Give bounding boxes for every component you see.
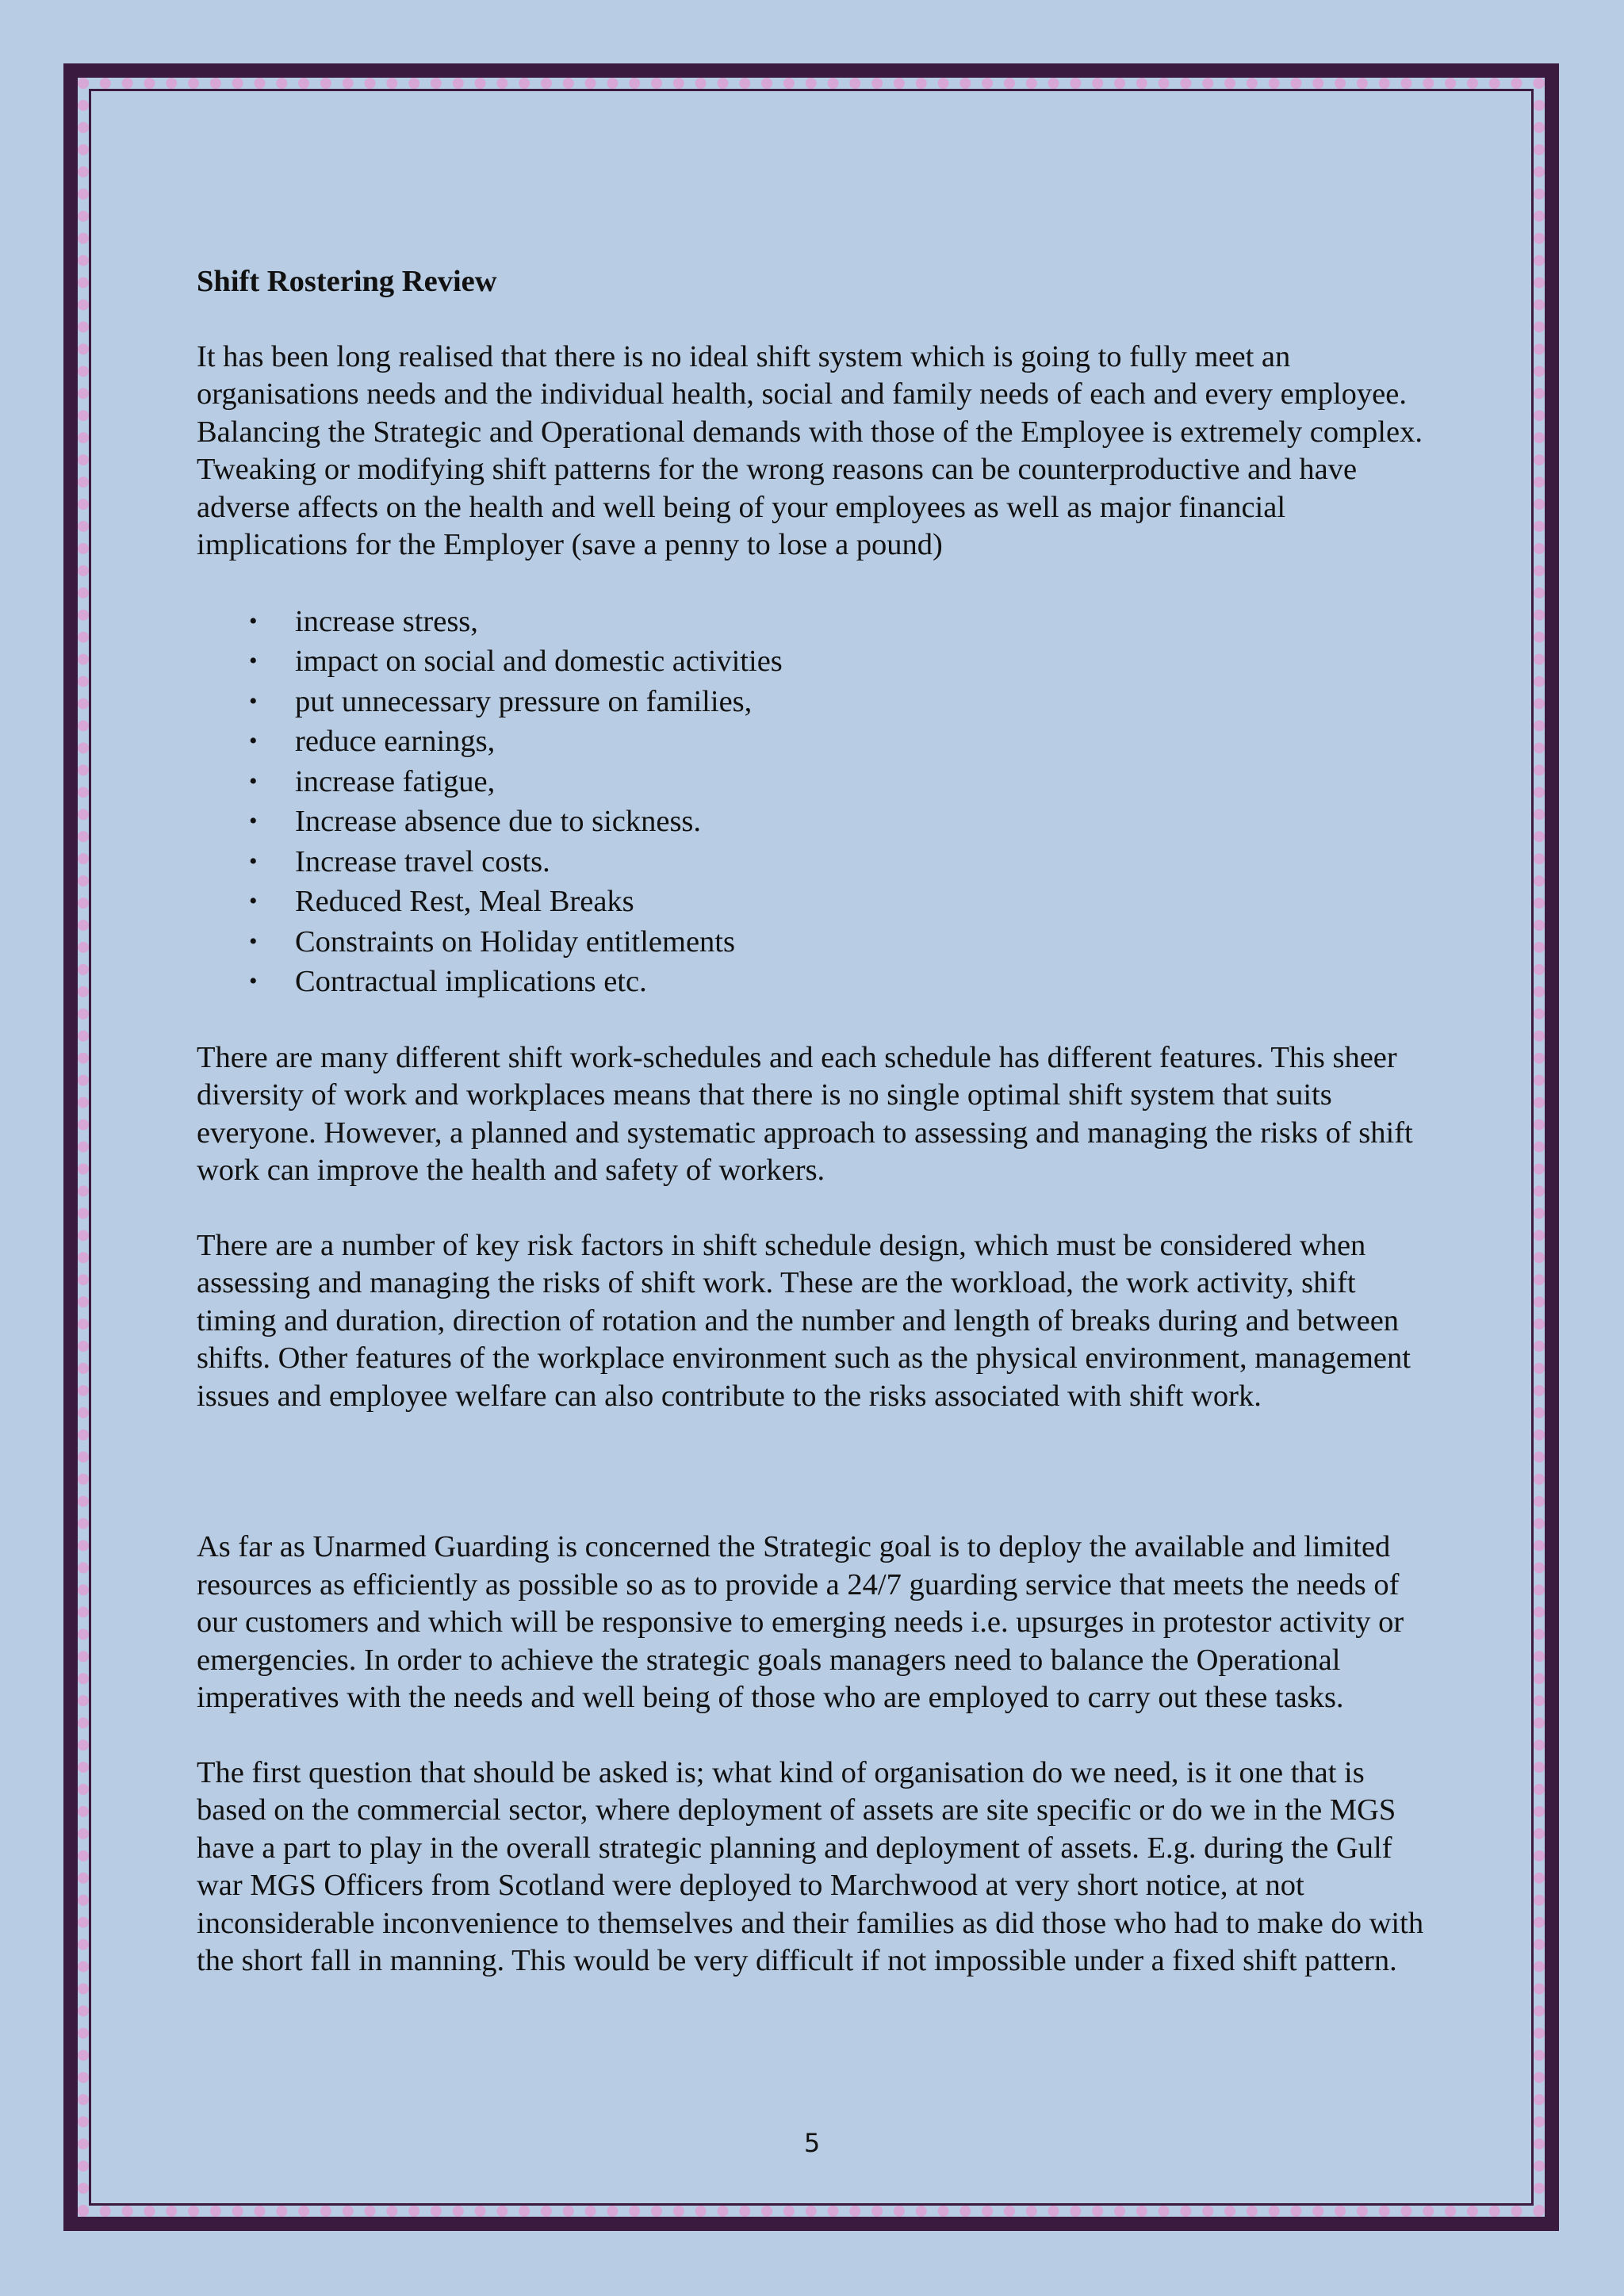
paragraph-unarmed-guarding: As far as Unarmed Guarding is concerned the Strategic goal is to deploy the available and limited resources as efficiently as possible so as to provide a 24/7 guarding service that meets the needs of our customers and which will be responsive to emerging needs i.e. upsurges in protestor activity or emergencies. In order to achieve the strategic goals managers need to balance the Operational imperatives with the needs and well being of those who are employed to carry out these tasks. [197,1530,1404,1714]
list-item: • Reduced Rest, Meal Breaks [197,882,1434,922]
bullet-icon: • [249,968,258,994]
paragraph-first-question: The first question that should be asked is; what kind of organisation do we need, is it one that is based on the commercial sector, where deployment of assets are site specific or do we in the MGS have a part to play in the overall strategic planning and deployment of assets. E.g. during the Gulf war MGS Officers from Scotland were deployed to Marchwood at very short notice, at not inconsiderable inconvenience to themselves and their families as did those who had to make do with the short fall in manning. This would be very difficult if not impossible under a fixed shift pattern. [197,1755,1424,1977]
document-body [197,263,1434,2018]
bullet-icon: • [249,728,258,754]
impact-bullet-list [197,602,1434,1002]
bullet-icon: • [249,888,258,914]
list-item: • increase stress, [197,602,1434,642]
list-item: • Increase travel costs. [197,842,1434,882]
bullet-icon: • [249,928,258,955]
list-item: • reduce earnings, [197,721,1434,762]
bullet-icon: • [249,687,258,714]
document-title: Shift Rostering Review [197,265,497,298]
bullet-icon: • [249,767,258,794]
paragraph-intro: It has been long realised that there is no ideal shift system which is going to fully meet an organisations needs and the individual health, social and family needs of each and every employee. Balancing the Strategic and Operational demands with those of the Employee is extremely complex. Tweaking or modifying shift patterns for the wrong reasons can be counterproductive and have adverse affects on the health and well being of your employees as well as major financial implications for the Employer (save a penny to lose a pound) [197,339,1423,561]
list-item: • Increase absence due to sickness. [197,802,1434,842]
bullet-icon: • [249,808,258,834]
page-number: 5 [803,2128,821,2158]
list-item: • increase fatigue, [197,762,1434,802]
paragraph-schedules: There are many different shift work-schedules and each schedule has different features. This sheer diversity of work and workplaces means that there is no single optimal shift system that suits everyone. However, a planned and systematic approach to assessing and managing the risks of shift work can improve the health and safety of workers. [197,1040,1413,1187]
paragraph-risk-factors: There are a number of key risk factors in shift schedule design, which must be considered when assessing and managing the risks of shift work. These are the workload, the work activity, shift timing and duration, direction of rotation and the number and length of breaks during and between shifts. Other features of the workplace environment such as the physical environment, management issues and employee welfare can also contribute to the risks associated with shift work. [197,1228,1411,1413]
section-spacer [197,1452,1434,1529]
bullet-icon: • [249,848,258,874]
bullet-icon: • [249,648,258,674]
list-item: • Contractual implications etc. [197,962,1434,1002]
bullet-icon: • [249,607,258,634]
list-item: • put unnecessary pressure on families, [197,682,1434,722]
list-item: • impact on social and domestic activities [197,641,1434,682]
list-item: • Constraints on Holiday entitlements [197,922,1434,962]
